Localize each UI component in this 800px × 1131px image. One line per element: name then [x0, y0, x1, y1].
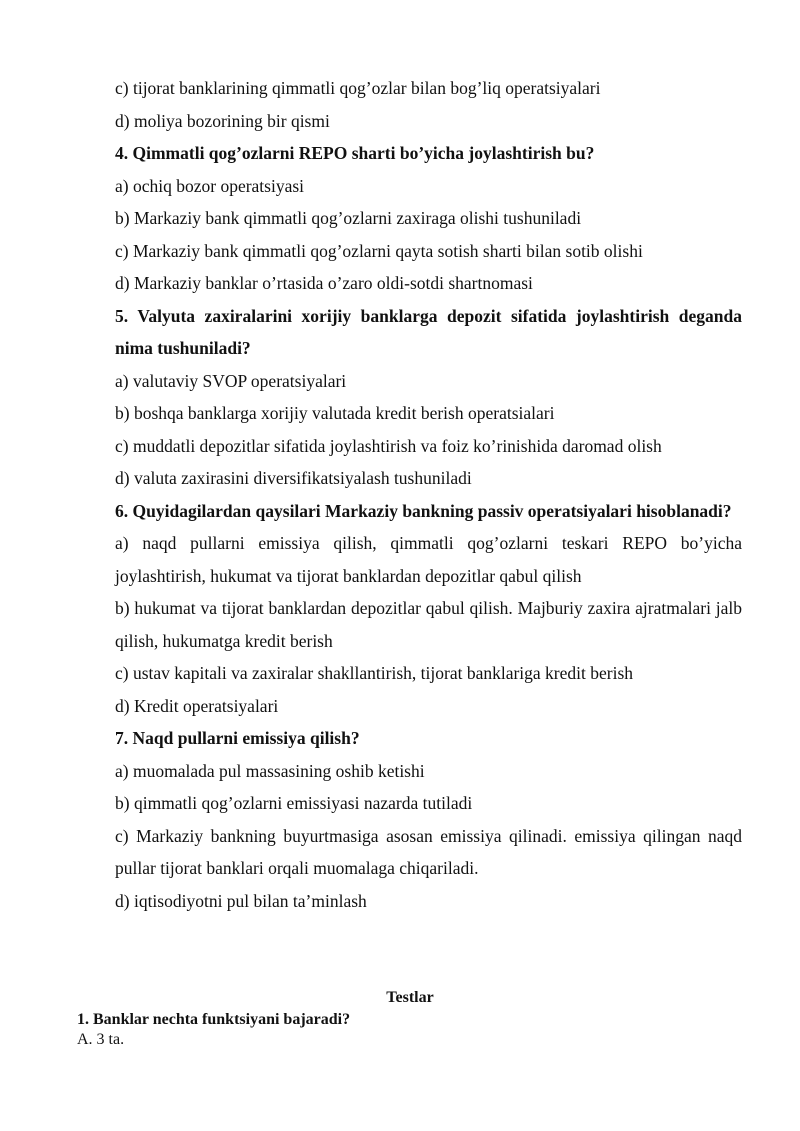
answer-option: d) valuta zaxirasini diversifikatsiyalash tushuniladi [115, 468, 472, 488]
answer-option: c) ustav kapitali va zaxiralar shakllantirish, tijorat banklariga kredit berish [115, 663, 634, 683]
answer-option: a) muomalada pul massasining oshib ketishi [115, 760, 425, 781]
answer-option: a) ochiq bozor operatsiyasi [115, 175, 305, 196]
question-list [115, 72, 742, 917]
answer-option: d) Kredit operatsiyalari [115, 695, 279, 716]
answer-option: c) muddatli depozitlar sifatida joylashtirish va foiz ko’rinishida daromad olish [115, 435, 662, 456]
test-question: 1. Banklar nechta funktsiyani bajaradi? [77, 1011, 351, 1028]
tests-heading: Testlar [386, 989, 434, 1006]
answer-option: c) Markaziy bank qimmatli qog’ozlarni qayta sotish sharti bilan sotib olishi [115, 240, 643, 261]
answer-option: c) Markaziy bankning buyurtmasiga asosan emissiya qilinadi. emissiya qilingan naqd pullar tijorat banklari orqali muomalaga chiqariladi. [115, 825, 742, 878]
answer-option: c) tijorat banklarining qimmatli qog’ozlar bilan bog’liq operatsiyalari [115, 78, 601, 98]
question-heading: 5. Valyuta zaxiralarini xorijiy banklarga depozit sifatida joylashtirish deganda nima tushuniladi? [115, 305, 742, 358]
answer-option: d) moliya bozorining bir qismi [115, 110, 330, 131]
question-heading: 7. Naqd pullarni emissiya qilish? [115, 728, 360, 748]
answer-option: d) Markaziy banklar o’rtasida o’zaro oldi-sotdi shartnomasi [115, 273, 533, 293]
answer-option: a) naqd pullarni emissiya qilish, qimmatli qog’ozlarni teskari REPO bo’yicha joylashtirish, hukumat va tijorat banklardan depozitlar qabul qilish [115, 533, 742, 586]
answer-option: b) boshqa banklarga xorijiy valutada kredit berish operatsialari [115, 403, 555, 423]
question-heading: 6. Quyidagilardan qaysilari Markaziy bankning passiv operatsiyalari hisoblanadi? [115, 500, 732, 521]
answer-option: b) hukumat va tijorat banklardan depozitlar qabul qilish. Majburiy zaxira ajratmalari jalb qilish, hukumatga kredit berish [115, 598, 742, 651]
answer-option: d) iqtisodiyotni pul bilan ta’minlash [115, 890, 367, 911]
answer-option: a) valutaviy SVOP operatsiyalari [115, 370, 347, 391]
answer-option: b) qimmatli qog’ozlarni emissiyasi nazarda tutiladi [115, 793, 473, 813]
answer-option: b) Markaziy bank qimmatli qog’ozlarni zaxiraga olishi tushuniladi [115, 208, 582, 228]
test-answer: A. 3 ta. [77, 1031, 125, 1048]
question-heading: 4. Qimmatli qog’ozlarni REPO sharti bo’yicha joylashtirish bu? [115, 143, 595, 163]
